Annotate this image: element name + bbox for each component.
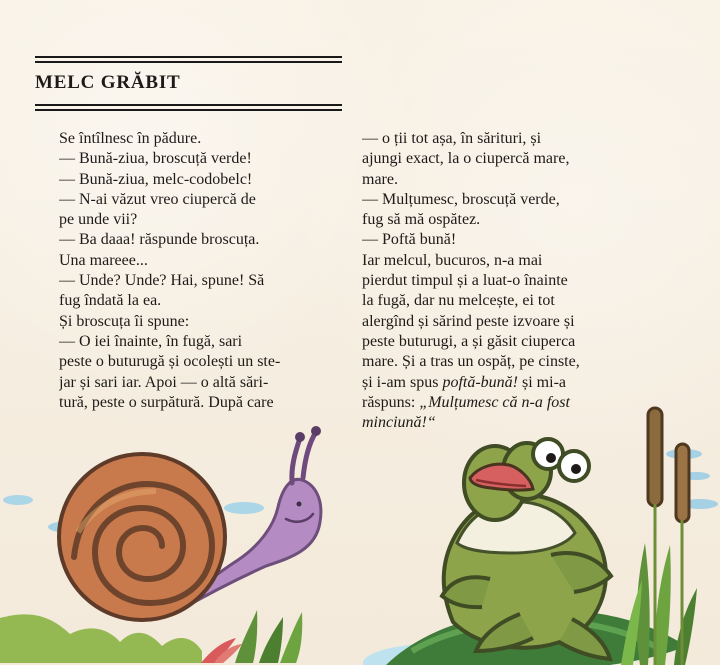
snail-picture bbox=[0, 420, 360, 665]
frog-pupil bbox=[546, 453, 556, 463]
left-line-4: — N-ai văzut vreo ciupercă de bbox=[59, 190, 256, 208]
reed-leaf bbox=[674, 588, 697, 665]
right-line-13-tail: și mi-a bbox=[522, 373, 566, 391]
title-rule-top bbox=[35, 56, 342, 63]
left-line-7: Una mareee... bbox=[59, 251, 148, 269]
frog-illustration bbox=[350, 400, 720, 665]
left-line-5: pe unde vii? bbox=[59, 211, 138, 229]
left-line-1: Se întîlnesc în pădure. bbox=[59, 130, 202, 147]
snail-eye bbox=[297, 502, 302, 507]
right-line-11: peste buturugi, a și găsit ciuperca bbox=[362, 332, 576, 350]
grass-blade bbox=[259, 617, 283, 663]
left-line-9: fug îndată la ea. bbox=[59, 292, 162, 310]
left-line-10: Și broscuța îi spune: bbox=[59, 312, 190, 330]
right-line-7: Iar melcul, bucuros, n-a mai bbox=[362, 251, 543, 269]
right-line-2: ajungi exact, la o ciupercă mare, bbox=[362, 150, 570, 168]
right-line-14-start: răspuns: bbox=[362, 393, 416, 411]
title-rule-bottom bbox=[35, 104, 342, 111]
right-text-column bbox=[362, 129, 672, 433]
grass-blade bbox=[235, 610, 257, 663]
right-line-14-italic: „Mulțumesc că n-a fost bbox=[419, 393, 570, 411]
water-puddle bbox=[224, 502, 264, 514]
left-line-6: — Ba daaa! răspunde broscuța. bbox=[59, 231, 260, 249]
right-line-3: mare. bbox=[362, 170, 398, 188]
right-line-9: la fugă, dar nu melcește, ei tot bbox=[362, 292, 555, 310]
left-line-12: peste o buturugă și ocolești un ste- bbox=[59, 353, 281, 371]
water-puddle bbox=[3, 495, 33, 505]
left-line-11: — O iei înainte, în fugă, sari bbox=[59, 332, 243, 350]
snail-antenna bbox=[292, 438, 300, 483]
grass-patch bbox=[0, 614, 202, 663]
snail-antenna bbox=[303, 432, 316, 478]
cattail bbox=[676, 444, 689, 522]
left-line-3: — Bună-ziua, melc-codobelc! bbox=[59, 170, 253, 188]
left-text-column bbox=[59, 129, 346, 413]
right-line-10: alergînd și sărind peste izvoare și bbox=[362, 312, 575, 330]
right-line-4: — Mulțumesc, broscuță verde, bbox=[362, 190, 560, 208]
right-line-12: mare. Și a tras un ospăț, pe cinste, bbox=[362, 353, 580, 371]
snail-illustration bbox=[0, 420, 360, 665]
right-line-15: minciună!“ bbox=[362, 414, 436, 432]
frog-pupil bbox=[571, 464, 581, 474]
right-line-8: pierdut timpul și a luat-o înainte bbox=[362, 272, 568, 290]
left-line-8: — Unde? Unde? Hai, spune! Să bbox=[59, 272, 265, 290]
right-line-5: fug să mă ospătez. bbox=[362, 211, 481, 229]
right-line-6: — Poftă bună! bbox=[362, 231, 457, 249]
right-line-13-italic: poftă-bună! bbox=[442, 373, 518, 391]
cattail bbox=[648, 408, 662, 506]
page-title: MELC GRĂBIT bbox=[35, 72, 181, 93]
left-line-2: — Bună-ziua, broscuță verde! bbox=[59, 150, 252, 168]
right-line-13 bbox=[362, 373, 672, 393]
left-line-14: tură, peste o surpătură. După care bbox=[59, 393, 274, 411]
snail-antenna-tip bbox=[295, 432, 305, 442]
right-line-1: — o ții tot așa, în sărituri, și bbox=[362, 130, 542, 147]
frog-picture bbox=[350, 400, 720, 665]
snail-antenna-tip bbox=[311, 426, 321, 436]
left-line-13: jar și sari iar. Apoi — o altă sări- bbox=[59, 373, 269, 391]
grass-blade bbox=[280, 612, 302, 663]
right-line-13-start: și i-am spus bbox=[362, 373, 439, 391]
snail-shell bbox=[59, 454, 225, 620]
